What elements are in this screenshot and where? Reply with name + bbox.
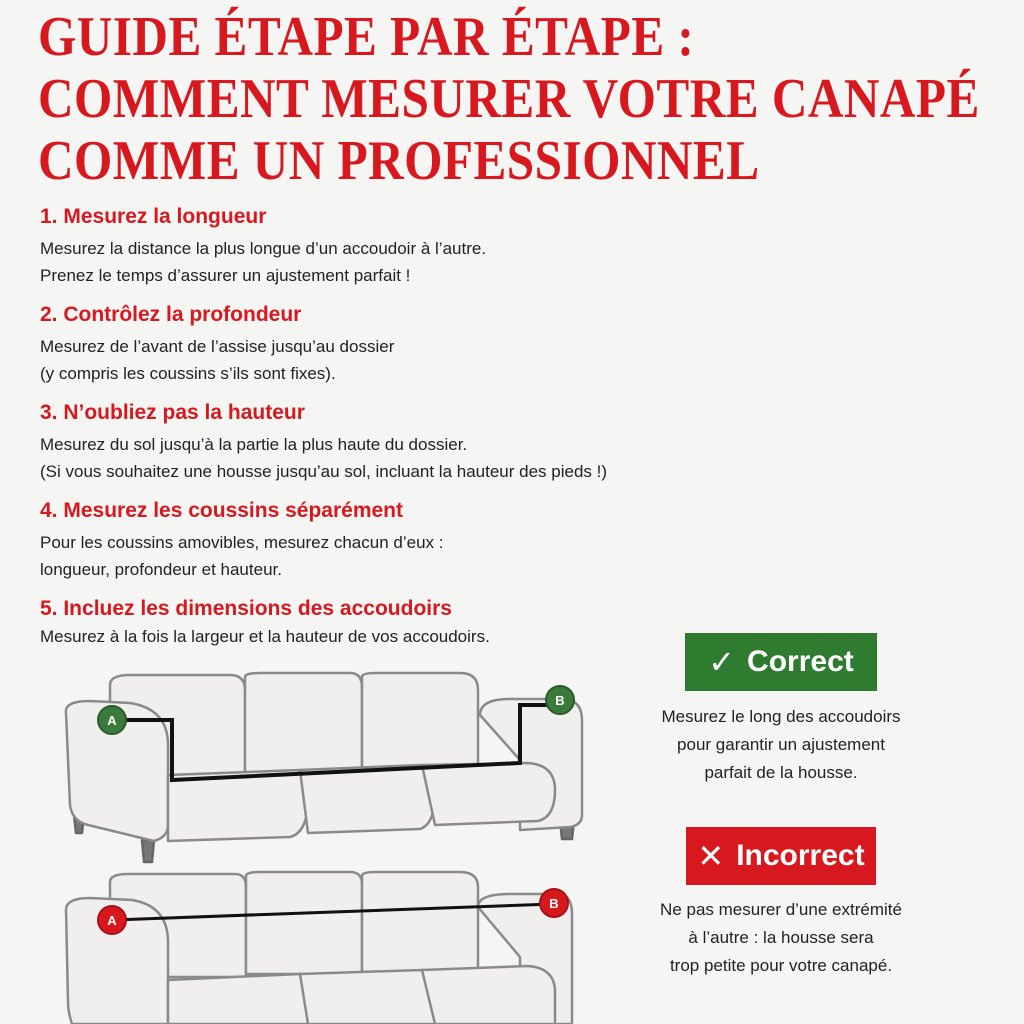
- point-b-marker: [540, 889, 568, 917]
- correct-badge: [685, 633, 877, 691]
- step-text: Mesurez de l’avant de l’assise jusqu’au dossier: [40, 337, 395, 356]
- note-line: à l’autre : la housse sera: [688, 928, 874, 947]
- point-a-label: A: [107, 913, 117, 928]
- check-icon: ✓: [708, 644, 736, 680]
- cross-icon: ✕: [697, 838, 725, 874]
- step-text: Mesurez du sol jusqu’à la partie la plus haute du dossier.: [40, 435, 468, 454]
- page-title: [38, 6, 980, 192]
- step-text: (y compris les coussins s’ils sont fixes).: [40, 364, 336, 383]
- point-a-label: A: [107, 713, 117, 728]
- sofa-illustration: [50, 862, 600, 1024]
- title-line-1: GUIDE ÉTAPE PAR ÉTAPE :: [38, 6, 695, 68]
- point-b-label: B: [555, 693, 565, 708]
- point-b-label: B: [549, 896, 559, 911]
- step-heading: 3. N’oubliez pas la hauteur: [40, 401, 305, 424]
- incorrect-label: Incorrect: [736, 839, 865, 872]
- step-text: Prenez le temps d’assurer un ajustement parfait !: [40, 266, 411, 285]
- sofa-illustration: [50, 665, 600, 865]
- note-line: pour garantir un ajustement: [677, 735, 885, 754]
- incorrect-note: [621, 896, 941, 980]
- step-depth: [40, 301, 740, 387]
- note-line: parfait de la housse.: [704, 763, 858, 782]
- point-a-marker: [98, 706, 126, 734]
- step-heading: 4. Mesurez les coussins séparément: [40, 499, 403, 522]
- title-line-3: COMME UN PROFESSIONNEL: [38, 130, 760, 192]
- step-armrests: [40, 595, 740, 650]
- steps-list: [40, 203, 740, 662]
- correct-label: Correct: [747, 645, 854, 678]
- step-text: longueur, profondeur et hauteur.: [40, 560, 282, 579]
- step-cushions: [40, 497, 740, 583]
- step-heading: 2. Contrôlez la profondeur: [40, 303, 302, 326]
- step-text: Pour les coussins amovibles, mesurez chacun d’eux :: [40, 533, 444, 552]
- note-line: Ne pas mesurer d’une extrémité: [660, 900, 902, 919]
- correct-note: [621, 703, 941, 787]
- incorrect-badge: [686, 827, 876, 885]
- step-heading: 5. Incluez les dimensions des accoudoirs: [40, 597, 452, 620]
- note-line: trop petite pour votre canapé.: [669, 956, 893, 975]
- step-length: [40, 203, 740, 289]
- point-b-marker: [546, 686, 574, 714]
- step-text: Mesurez à la fois la largeur et la hauteur de vos accoudoirs.: [40, 627, 490, 646]
- step-text: (Si vous souhaitez une housse jusqu’au sol, incluant la hauteur des pieds !): [40, 462, 608, 481]
- point-a-marker: [98, 906, 126, 934]
- step-height: [40, 399, 740, 485]
- note-line: Mesurez le long des accoudoirs: [661, 707, 901, 726]
- title-line-2: COMMENT MESURER VOTRE CANAPÉ: [38, 68, 980, 130]
- step-heading: 1. Mesurez la longueur: [40, 205, 267, 228]
- step-text: Mesurez la distance la plus longue d’un accoudoir à l’autre.: [40, 239, 487, 258]
